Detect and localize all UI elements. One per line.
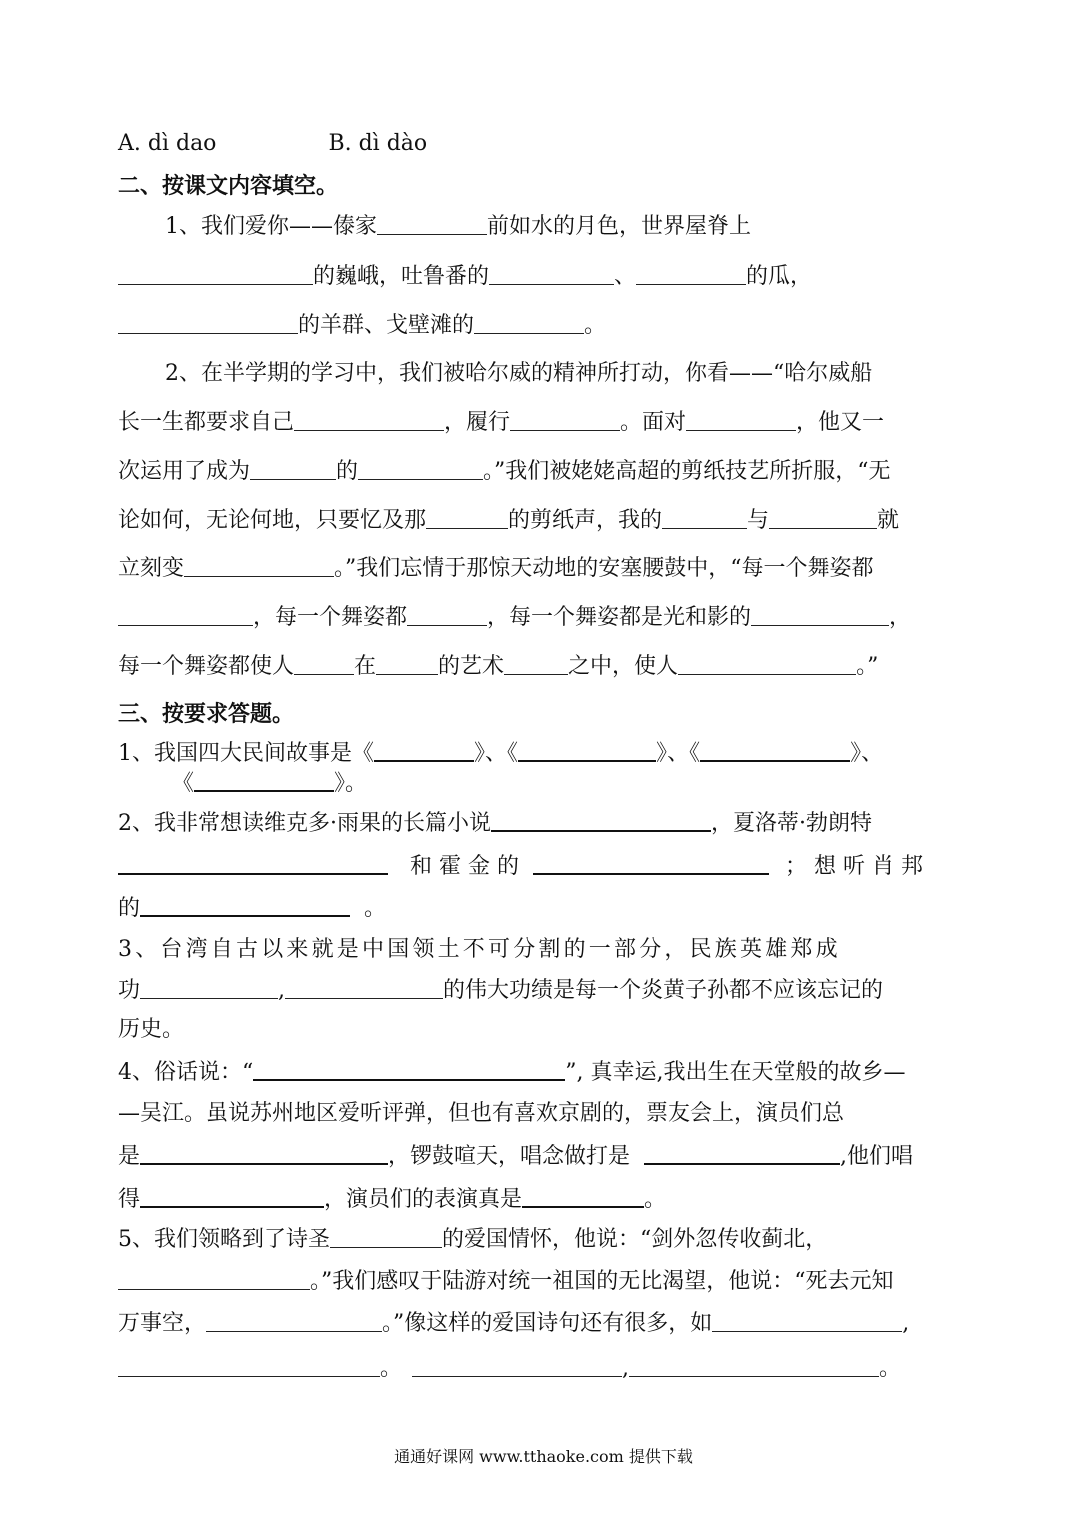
blank[interactable]: [769, 506, 877, 529]
blank[interactable]: [510, 408, 620, 431]
blank[interactable]: [294, 652, 354, 675]
s2-p2-line5: 立刻变 。”我们忘情于那惊天动地的安塞腰鼓中，“每一个舞姿都: [118, 556, 874, 581]
s3-q4-line3: 是 ，锣鼓喧天，唱念做打是 ,他们唱: [118, 1141, 913, 1172]
s3-q2-line1: 2、我非常想读维克多·雨果的长篇小说 ，夏洛蒂·勃朗特: [118, 808, 872, 839]
blank[interactable]: [489, 262, 614, 285]
blank[interactable]: [285, 976, 443, 999]
blank[interactable]: [118, 1354, 380, 1377]
section3-heading: 三、按要求答题。: [118, 702, 295, 727]
blank[interactable]: [491, 808, 711, 832]
blank[interactable]: [712, 1309, 902, 1332]
s3-q5-line2: 。”我们感叹于陆游对统一祖国的无比渴望，他说：“死去元知: [118, 1267, 894, 1297]
blank[interactable]: [636, 262, 746, 285]
blank[interactable]: [118, 851, 388, 875]
blank[interactable]: [700, 738, 850, 762]
blank[interactable]: [140, 976, 278, 999]
blank[interactable]: [518, 738, 656, 762]
blank[interactable]: [118, 603, 253, 626]
s3-q3-line3: 历史。: [118, 1017, 185, 1042]
blank[interactable]: [118, 1267, 310, 1290]
blank[interactable]: [118, 311, 298, 334]
blank[interactable]: [250, 457, 336, 480]
s3-q5-line4: 。 , 。: [118, 1354, 901, 1384]
blank[interactable]: [330, 1225, 442, 1248]
blank[interactable]: [407, 603, 487, 626]
blank[interactable]: [686, 408, 796, 431]
s3-q4-line4: 得 ，演员们的表演真是 。: [118, 1184, 666, 1215]
blank[interactable]: [376, 652, 438, 675]
blank[interactable]: [474, 311, 584, 334]
s3-q2-line3: 的 。: [118, 893, 386, 924]
s2-p2-line2: 长一生都要求自己 ，履行 。面对 ，他又一: [118, 410, 885, 435]
footer-credit: 通通好课网 www.tthaoke.com 提供下载: [394, 1447, 693, 1466]
s2-p2-line6: ，每一个舞姿都 ，每一个舞姿都是光和影的 ，: [118, 603, 911, 633]
s3-q1-line1: 1、我国四大民间故事是《 》、《 》、《 》、: [118, 738, 883, 769]
blank[interactable]: [118, 262, 313, 285]
s3-q4-line2: —吴江。虽说苏州地区爱听评弹，但也有喜欢京剧的，票友会上，演员们总: [118, 1101, 845, 1126]
s2-p2-line1: 2、在半学期的学习中，我们被哈尔威的精神所打动，你看——“哈尔威船: [165, 361, 873, 386]
blank[interactable]: [140, 1184, 324, 1208]
blank[interactable]: [678, 652, 856, 675]
s2-p1-line3: 的羊群、戈壁滩的 。: [118, 311, 606, 341]
blank[interactable]: [644, 1141, 840, 1165]
s3-q1-line2: 《 》。: [172, 768, 367, 799]
s2-p2-line3: 次运用了成为 的 。”我们被姥姥高超的剪纸技艺所折服，“无: [118, 459, 891, 484]
blank[interactable]: [377, 212, 487, 235]
blank[interactable]: [533, 851, 769, 875]
blank[interactable]: [522, 1184, 644, 1208]
s3-q2-line2: 和 霍 金 的 ； 想 听 肖 邦: [118, 851, 923, 882]
blank[interactable]: [184, 554, 334, 577]
blank[interactable]: [206, 1309, 382, 1332]
blank[interactable]: [662, 506, 747, 529]
option-a: A. dì dao: [118, 131, 217, 156]
blank[interactable]: [504, 652, 568, 675]
s3-q3-line2: 功 , 的伟大功绩是每一个炎黄子孙都不应该忘记的: [118, 978, 884, 1003]
blank[interactable]: [294, 408, 444, 431]
s3-q4-line1: 4、俗话说：“ ”, 真幸运,我出生在天堂般的故乡—: [118, 1057, 905, 1088]
blank[interactable]: [426, 506, 508, 529]
blank[interactable]: [140, 893, 350, 917]
blank[interactable]: [358, 457, 483, 480]
s3-q5-line1: 5、我们领略到了诗圣 的爱国情怀，他说：“剑外忽传收蓟北，: [118, 1227, 828, 1252]
blank[interactable]: [194, 768, 334, 792]
s2-p1-line1: 1、我们爱你——傣家 前如水的月色，世界屋脊上: [165, 214, 752, 239]
s2-p1-line2: 的巍峨，吐鲁番的 、 的瓜，: [118, 262, 812, 292]
s2-p2-line7: 每一个舞姿都使人 在 的艺术 之中，使人 。”: [118, 654, 879, 679]
section2-heading: 二、按课文内容填空。: [118, 174, 339, 199]
blank[interactable]: [374, 738, 474, 762]
blank[interactable]: [629, 1354, 879, 1377]
s2-p2-line4: 论如何，无论何地，只要忆及那 的剪纸声，我的 与 就: [118, 508, 900, 533]
option-b: B. dì dào: [328, 131, 428, 156]
blank[interactable]: [412, 1354, 622, 1377]
s3-q5-line3: 万事空， 。”像这样的爱国诗句还有很多，如 ,: [118, 1311, 910, 1336]
q1-options: [118, 129, 427, 159]
blank[interactable]: [140, 1141, 388, 1165]
blank[interactable]: [253, 1057, 565, 1081]
s3-q3-line1: 3、台湾自古以来就是中国领土不可分割的一部分，民族英雄郑成: [118, 937, 841, 962]
blank[interactable]: [751, 603, 889, 626]
